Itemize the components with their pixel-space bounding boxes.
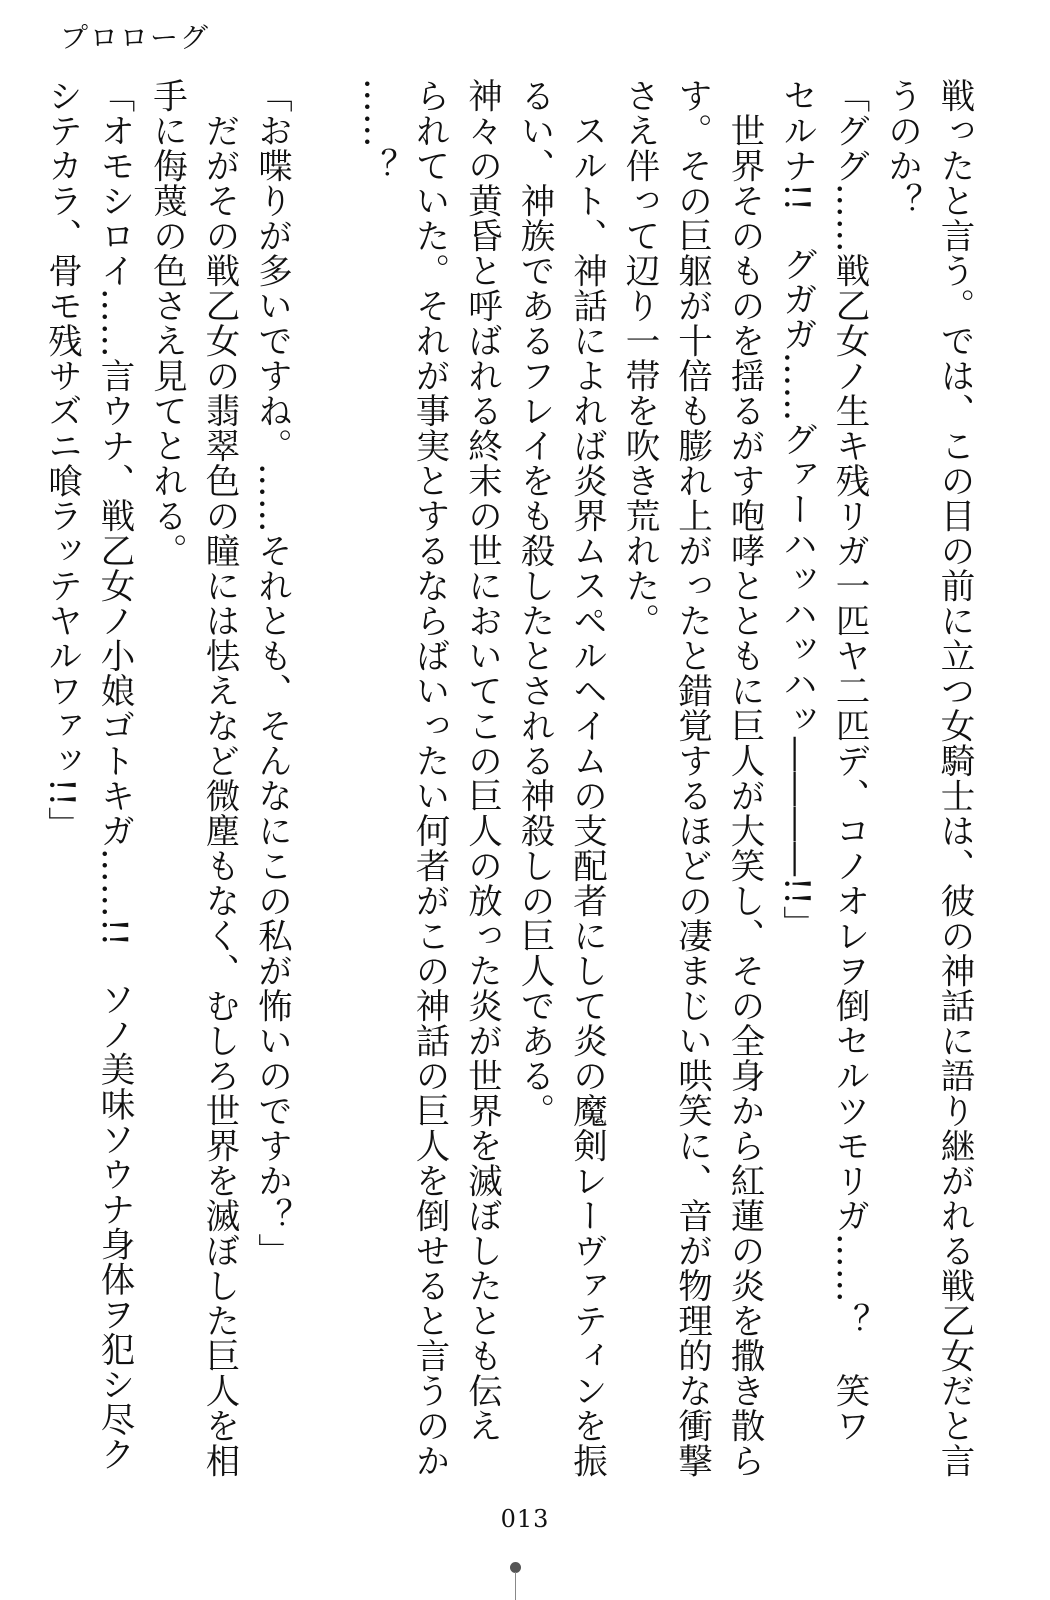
page-number: 013 — [500, 1505, 550, 1533]
paragraph-line: 戦ったと言う。では、この目の前に立つ女騎士は、彼の神話に語り継がれる戦乙女だと言 — [934, 78, 974, 1478]
dialogue-line: セルナ!! グガガ……グァーハッハッハッ――――!!」 — [776, 78, 817, 941]
dialogue-line: 「ググ……戦乙女ノ生キ残リガ一匹ヤ二匹デ、コノオレヲ倒セルツモリガ……？ 笑ワ — [829, 78, 869, 1443]
dialogue-line: シテカラ、骨モ残サズニ喰ラッテヤルワァッ!!」 — [41, 78, 82, 842]
paragraph-line: ……？ — [356, 78, 397, 183]
paragraph-spacer — [298, 78, 351, 1478]
page-marker-line — [515, 1572, 516, 1600]
body-text — [35, 78, 980, 1478]
paragraph-line: さえ伴って辺り一帯を吹き荒れた。 — [619, 78, 659, 638]
paragraph-line: うのか？ — [881, 78, 922, 218]
dialogue-line: 「お喋りが多いですね。……それとも、そんなにこの私が怖いのですか？」 — [251, 78, 292, 1268]
paragraph-line: 世界そのものを揺るがす咆哮とともに巨人が大笑し、その全身から紅蓮の炎を撒き散ら — [724, 112, 764, 1478]
dialogue-line: 「オモシロイ……言ウナ、戦乙女ノ小娘ゴトキガ……!! ソノ美味ソウナ身体ヲ犯シ尽ク — [94, 78, 134, 1472]
paragraph-line: スルト、神話によれば炎界ムスペルヘイムの支配者にして炎の魔剣レーヴァティンを振 — [566, 112, 607, 1478]
paragraph-line: す。その巨躯が十倍も膨れ上がったと錯覚するほどの凄まじい哄笑に、音が物理的な衝撃 — [671, 78, 712, 1478]
paragraph-line: 神々の黄昏と呼ばれる終末の世においてこの巨人の放った炎が世界を滅ぼしたとも伝え — [461, 78, 502, 1443]
paragraph-line: だがその戦乙女の翡翠色の瞳には怯えなど微塵もなく、むしろ世界を滅ぼした巨人を相 — [199, 112, 239, 1478]
chapter-title: プロローグ — [60, 21, 211, 54]
paragraph-line: るい、神族であるフレイをも殺したとされる神殺しの巨人である。 — [514, 78, 554, 1128]
paragraph-line: られていた。それが事実とするならばいったい何者がこの神話の巨人を倒せると言うのか — [409, 78, 449, 1478]
paragraph-line: 手に侮蔑の色さえ見てとれる。 — [146, 78, 187, 568]
